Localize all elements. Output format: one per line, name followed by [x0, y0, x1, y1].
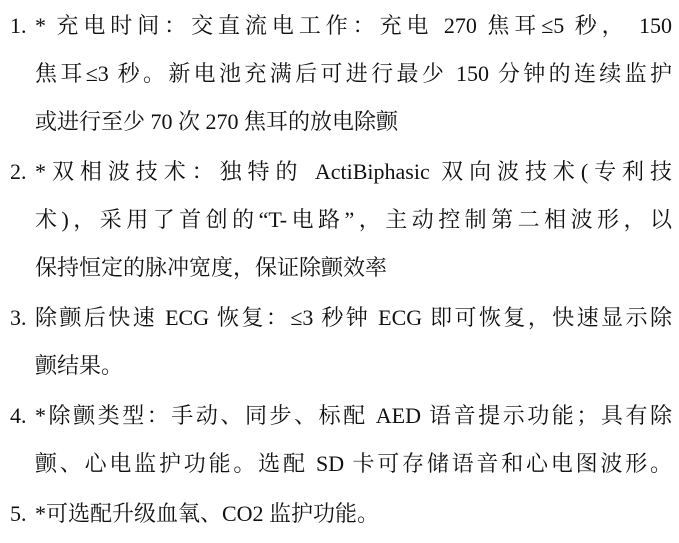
- text-line: 保持恒定的脉冲宽度，保证除颤效率: [35, 255, 388, 280]
- list-item-charging-time: [0, 2, 672, 146]
- text-line: 颤、心电监护功能。选配 SD 卡可存储语音和心电图波形。: [35, 451, 672, 476]
- item-number: 5.: [10, 501, 27, 526]
- list-item-optional-monitoring: [0, 490, 672, 538]
- list-item-ecg-recovery: [0, 294, 672, 390]
- text-line: *双相波技术：独特的 ActiBiphasic 双向波技术(专利技: [35, 159, 672, 184]
- text-line: *除颤类型：手动、同步、标配 AED 语音提示功能；具有除: [35, 403, 672, 428]
- spec-list: [0, 2, 672, 538]
- text-line: *可选配升级血氧、CO2 监护功能。: [35, 501, 380, 526]
- text-line: 除颤后快速 ECG 恢复：≤3 秒钟 ECG 即可恢复，快速显示除: [35, 305, 672, 330]
- item-number: 2.: [10, 159, 27, 184]
- text-line: 或进行至少 70 次 270 焦耳的放电除颤: [35, 109, 399, 134]
- text-line: * 充电时间：交直流电工作：充电 270 焦耳≤5 秒， 150: [35, 13, 672, 38]
- list-item-defib-types: [0, 392, 672, 488]
- item-number: 3.: [10, 305, 27, 330]
- item-number: 1.: [10, 13, 27, 38]
- text-line: 术)，采用了首创的“T-电路”，主动控制第二相波形，以: [35, 207, 672, 232]
- text-line: 颤结果。: [35, 353, 124, 378]
- list-item-biphasic-tech: [0, 148, 672, 292]
- text-line: 焦耳≤3 秒。新电池充满后可进行最少 150 分钟的连续监护: [35, 61, 672, 86]
- item-number: 4.: [10, 403, 27, 428]
